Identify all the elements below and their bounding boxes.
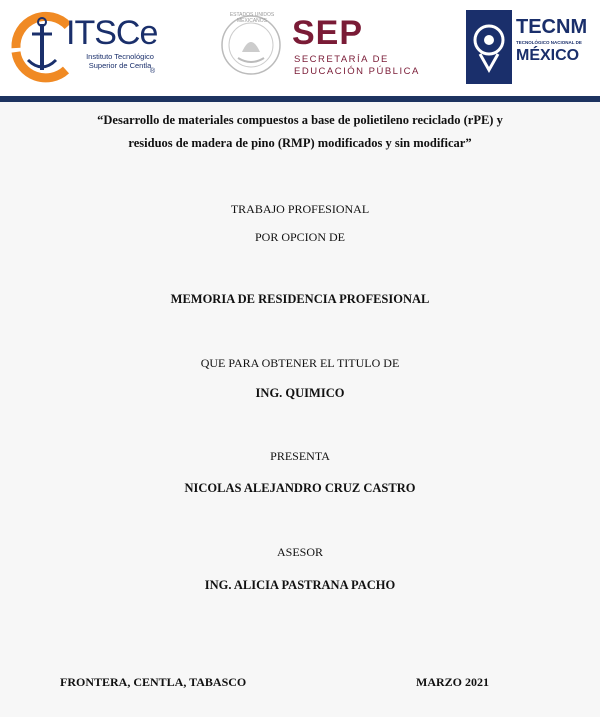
tecnm-subtitle: TECNOLÓGICO NACIONAL DE bbox=[516, 40, 582, 45]
option-value: MEMORIA DE RESIDENCIA PROFESIONAL bbox=[170, 292, 430, 306]
degree-label: QUE PARA OBTENER EL TITULO DE bbox=[200, 356, 400, 370]
tecnm-logo-icon bbox=[466, 10, 512, 84]
header-divider bbox=[0, 96, 600, 102]
location: FRONTERA, CENTLA, TABASCO bbox=[60, 675, 247, 689]
itsce-subtitle: Instituto Tecnológico Superior de Centla bbox=[86, 52, 154, 70]
advisor-label: ASESOR bbox=[276, 545, 323, 559]
work-type: TRABAJO PROFESIONAL bbox=[230, 202, 370, 216]
degree-value: ING. QUIMICO bbox=[255, 386, 345, 400]
sep-subtitle bbox=[294, 54, 434, 78]
thesis-title-line2: residuos de madera de pino (RMP) modificados y sin modificar” bbox=[128, 136, 472, 150]
itsce-name: ITSCe bbox=[66, 14, 158, 52]
registered-mark: ® bbox=[150, 68, 156, 75]
tecnm-country: MÉXICO bbox=[516, 47, 580, 64]
presenter-name: NICOLAS ALEJANDRO CRUZ CASTRO bbox=[184, 481, 416, 495]
option-label: POR OPCION DE bbox=[254, 230, 345, 244]
header bbox=[0, 0, 600, 96]
sep-name: SEP bbox=[292, 14, 364, 52]
advisor-name: ING. ALICIA PASTRANA PACHO bbox=[204, 578, 396, 592]
seal-text: ESTADOS UNIDOS MEXICANOS bbox=[229, 12, 275, 24]
presenter-label: PRESENTA bbox=[270, 449, 330, 463]
thesis-title-line1: “Desarrollo de materiales compuestos a base de polietileno reciclado (rPE) y bbox=[97, 113, 503, 127]
sep-subtitle-line1: SECRETARÍA DE bbox=[294, 54, 389, 65]
date: MARZO 2021 bbox=[416, 675, 489, 689]
sep-subtitle-line2: EDUCACIÓN PÚBLICA bbox=[294, 66, 420, 77]
tecnm-name: TECNM bbox=[516, 16, 588, 38]
